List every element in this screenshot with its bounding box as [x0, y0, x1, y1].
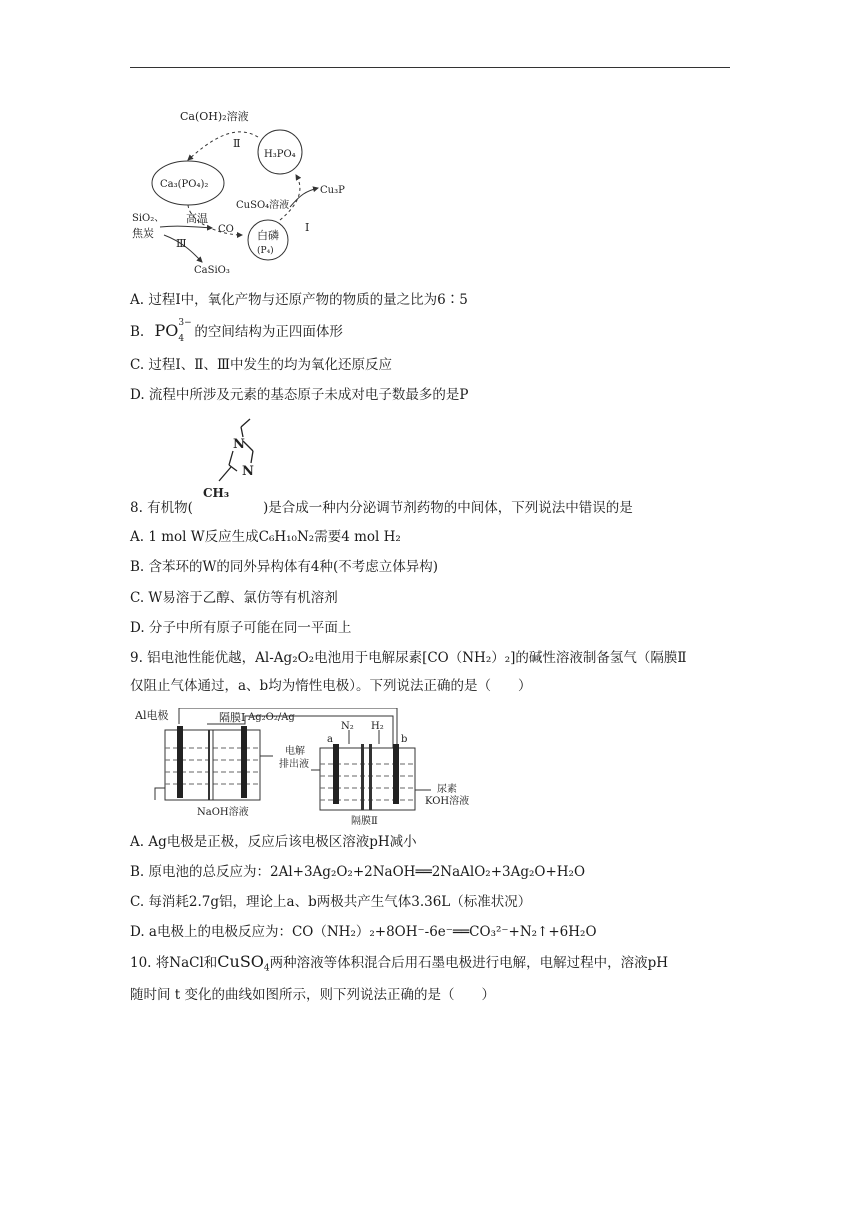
- n1-atom: N: [233, 437, 245, 452]
- q10-stem-line1: [130, 953, 668, 978]
- process-i-label: Ⅰ: [305, 221, 310, 234]
- n3-atom: N: [242, 464, 254, 479]
- po4-charge: 3−: [178, 318, 192, 328]
- po4-formula: PO: [154, 321, 179, 340]
- niaosu-label: 尿素: [437, 784, 457, 795]
- q10-stem-line2: 随时间 t 变化的曲线如图所示，则下列说法正确的是（ ）: [130, 987, 496, 1003]
- ch3-group: CH₃: [203, 486, 230, 500]
- membrane-ii: [369, 744, 372, 810]
- h2-label: H₂: [371, 721, 384, 732]
- h3po4-label: H₃PO₄: [264, 149, 296, 160]
- q9-option-c: C. 每消耗2.7g铝，理论上a、b两极共产生气体3.36L（标准状况）: [130, 894, 532, 910]
- q8-option-a: A. 1 mol W反应生成C₆H₁₀N₂需要4 mol H₂: [130, 529, 401, 545]
- p4-label: (P₄): [257, 246, 274, 256]
- cuso4-label: CuSO₄溶液: [236, 200, 290, 211]
- electrode-b-label: b: [401, 734, 408, 745]
- q9-option-b: B. 原电池的总反应为：2Al+3Ag₂O₂+2NaOH══2NaAlO₂+3Ag₂O+H₂O: [130, 864, 586, 880]
- ring-bond: [251, 451, 253, 463]
- q10-stem-prefix: 10. 将NaCl和: [130, 955, 218, 971]
- arrow-co: [160, 226, 212, 228]
- bailin-label: 白磷: [257, 229, 279, 242]
- po4-subscript: 4: [178, 334, 185, 344]
- phosphorus-flow-diagram: [130, 95, 360, 280]
- header-rule: [130, 67, 730, 68]
- n2-label: N₂: [341, 721, 354, 732]
- dianjie-label: 电解: [285, 746, 305, 757]
- electrode-a-label: a: [327, 734, 333, 745]
- q9-stem-line1: 9. 铝电池性能优越，Al-Ag₂O₂电池用于电解尿素[CO（NH₂）₂]的碱性溶液制备氢气（隔膜Ⅱ: [130, 650, 687, 666]
- casio3-label: CaSiO₃: [194, 265, 230, 276]
- q7-b-text: 的空间结构为正四面体形: [194, 324, 343, 340]
- electrode-b: [393, 744, 399, 804]
- q8-option-c: C. W易溶于乙醇、氯仿等有机溶剂: [130, 590, 338, 606]
- q7-option-a: A. 过程Ⅰ中，氧化产物与还原产物的物质的量之比为6∶5: [130, 292, 468, 308]
- co-label: CO: [218, 224, 234, 235]
- q8-stem-prefix: 8. 有机物(: [130, 500, 193, 516]
- q7-option-b: [130, 318, 343, 344]
- process-iii-label: Ⅲ: [176, 237, 187, 250]
- membrane-i-label: 隔膜Ⅰ: [219, 711, 246, 724]
- q7-option-c: C. 过程Ⅰ、Ⅱ、Ⅲ中发生的均为氧化还原反应: [130, 357, 392, 373]
- paichu-label: 排出液: [279, 759, 309, 770]
- inlet-pipe: [155, 788, 165, 800]
- jiaotan-label: 焦炭: [132, 227, 154, 240]
- q8-option-d: D. 分子中所有原子可能在同一平面上: [130, 620, 352, 636]
- q8-stem: [130, 499, 633, 517]
- sio2-label: SiO₂、: [132, 213, 165, 224]
- naoh-label: NaOH溶液: [197, 807, 249, 818]
- cuso4-formula: CuSO: [217, 952, 264, 971]
- q10-stem-suffix: 两种溶液等体积混合后用石墨电极进行电解，电解过程中，溶液pH: [269, 955, 669, 971]
- imidazole-structure: [195, 415, 285, 500]
- al-electrode: [177, 726, 183, 798]
- q9-stem-line2: 仅阻止气体通过，a、b均为惰性电极）。下列说法正确的是（ ）: [130, 678, 532, 694]
- koh-label: KOH溶液: [425, 796, 470, 807]
- ag-electrode: [241, 726, 247, 798]
- q7-option-d: D. 流程中所涉及元素的基态原子未成对电子数最多的是P: [130, 387, 469, 403]
- q8-stem-suffix: )是合成一种内分泌调节剂药物的中间体，下列说法中错误的是: [262, 500, 633, 516]
- ring-bond: [229, 451, 233, 465]
- membrane-ii-label: 隔膜Ⅱ: [351, 816, 378, 827]
- q8-option-b: B. 含苯环的W的同外异构体有4种(不考虑立体异构): [130, 559, 439, 575]
- q7-b-prefix: B.: [130, 324, 145, 340]
- arrow-ii: [188, 132, 258, 160]
- electrode-a: [333, 744, 339, 804]
- arrow-i: [280, 175, 300, 220]
- caoh2-label: Ca(OH)₂溶液: [180, 110, 249, 123]
- membrane-ii: [361, 744, 364, 810]
- vinyl-bond: [241, 419, 250, 427]
- vinyl-bond: [241, 427, 243, 437]
- methyl-bond: [219, 467, 231, 481]
- ag2o2-ag-label: Ag₂O₂/Ag: [248, 712, 295, 723]
- q9-option-d: D. a电极上的电极反应为：CO（NH₂）₂+8OH⁻-6e⁻══CO₃²⁻+N₂↑+6H₂O: [130, 924, 597, 940]
- arrow-cu3p: [290, 188, 318, 207]
- gaowen-label: 高温: [186, 212, 208, 225]
- process-ii-label: Ⅱ: [233, 137, 241, 150]
- electrolysis-apparatus-diagram: [135, 708, 515, 828]
- cuso4-subscript: 4: [263, 963, 270, 974]
- ca3po42-label: Ca₃(PO₄)₂: [160, 179, 209, 190]
- q9-option-a: A. Ag电极是正极，反应后该电极区溶液pH减小: [130, 834, 417, 850]
- al-electrode-label: Al电极: [135, 709, 169, 722]
- cu3p-label: Cu₃P: [320, 185, 345, 196]
